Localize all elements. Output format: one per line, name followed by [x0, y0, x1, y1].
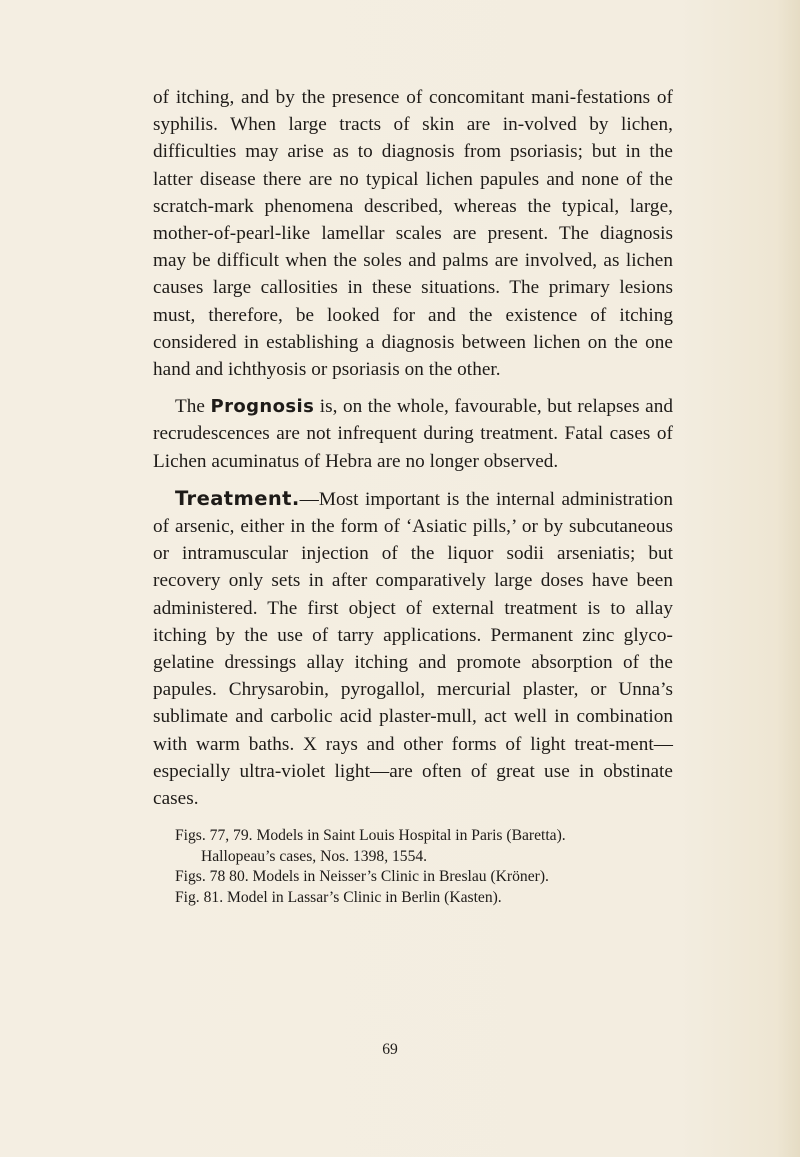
treatment-text: —Most important is the internal administration of arsenic, either in the form of ‘Asiatic pills,’ or by subcutaneous or intramuscular injection of the liquor sodii arseniatis; but recovery only sets in after comparatively large doses have been administered. The first object of external treatment is to allay itching by the use of tarry applications. Permanent zinc glyco-gelatine dressings allay itching and promote absorption of the papules. Chrysarobin, pyrogallol, mercurial plaster, or Unna’s sublimate and carbolic acid plaster-mull, act well in combination with warm baths. X rays and other forms of light treat-ment—especially ultra-violet light—are often of great use in obstinate cases.	[153, 488, 673, 810]
text-block	[153, 84, 673, 909]
treatment-heading: Treatment.	[175, 486, 300, 510]
page-number: 69	[382, 1041, 398, 1058]
paragraph-spacer	[153, 383, 673, 393]
figures-spacer	[153, 812, 673, 826]
prognosis-text: is, on the whole, favourable, but relapses and recrudescences are not infrequent during treatment. Fatal cases of Lichen acuminatus of Hebra are no longer observed.	[153, 396, 673, 472]
figure-caption-continuation: Hallopeau’s cases, Nos. 1398, 1554.	[201, 847, 428, 865]
paragraph-treatment	[153, 485, 673, 812]
figure-caption-line: Fig. 81. Model in Lassar’s Clinic in Berlin (Kasten).	[175, 889, 502, 907]
figure-caption	[153, 826, 673, 867]
prognosis-heading: Prognosis	[210, 396, 315, 418]
figure-caption-line: Figs. 78 80. Models in Neisser’s Clinic in Breslau (Kröner).	[175, 868, 549, 886]
paragraph-prognosis	[153, 393, 673, 475]
figure-caption	[153, 867, 673, 888]
paragraph-spacer	[153, 475, 673, 485]
figure-captions	[153, 826, 673, 908]
figure-caption	[153, 888, 673, 909]
figure-caption-line: Figs. 77, 79. Models in Saint Louis Hospital in Paris (Baretta).	[175, 827, 566, 845]
prognosis-prefix: The	[175, 396, 211, 418]
paragraph-diagnosis-continued: of itching, and by the presence of concomitant mani-festations of syphilis. When large tracts of skin are in-volved by lichen, difficulties may arise as to diagnosis from psoriasis; but in the latter disease there are no typical lichen papules and none of the scratch-mark phenomena described, whereas the typical, large, mother-of-pearl-like lamellar scales are present. The diagnosis may be difficult when the soles and palms are involved, as lichen causes large callosities in these situations. The primary lesions must, therefore, be looked for and the existence of itching considered in establishing a diagnosis between lichen on the one hand and ichthyosis or psoriasis on the other.	[153, 87, 673, 381]
